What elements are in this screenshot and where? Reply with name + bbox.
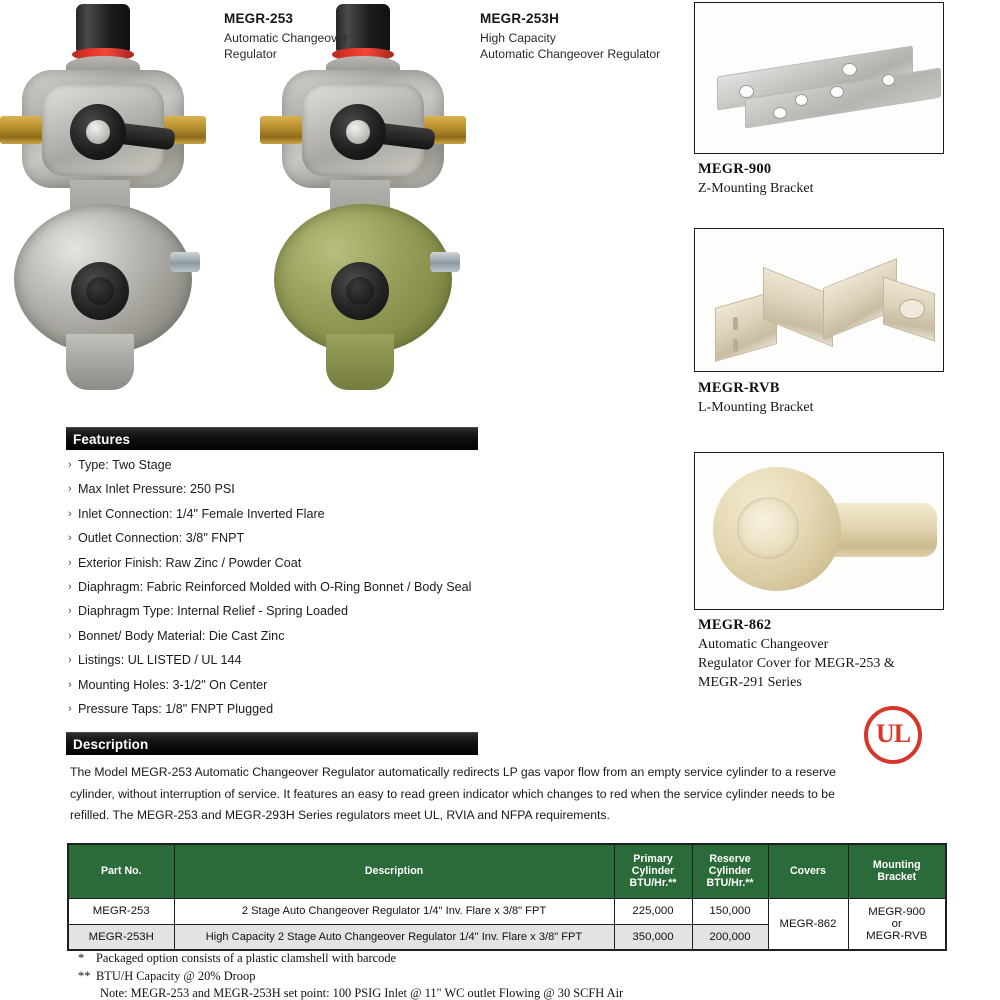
column-header-part-no: Part No. — [68, 844, 174, 898]
description-heading: Description — [73, 737, 149, 752]
feature-item — [66, 699, 586, 723]
chevron-bullet-icon: › — [68, 654, 72, 667]
vent-side-bolt — [170, 252, 200, 272]
feature-label: Diaphragm Type: Internal Relief - Spring Loaded — [78, 604, 348, 619]
feature-item — [66, 626, 586, 650]
column-header-mounting-bracket: Mounting Bracket — [848, 844, 946, 898]
ul-listed-mark-icon — [864, 706, 922, 764]
megr-253h-regulator-photo — [268, 4, 458, 404]
description-heading-bar — [66, 732, 478, 755]
chevron-bullet-icon: › — [68, 459, 72, 471]
footnote-marker: * — [78, 951, 85, 965]
megr-862-caption-line-2: Regulator Cover for MEGR-253 & — [698, 656, 895, 671]
chevron-bullet-icon: › — [68, 580, 72, 593]
cell-reserve-btu: 150,000 — [692, 898, 768, 924]
z-mounting-bracket-photo — [694, 2, 944, 154]
megr-253h-description-line-2: Automatic Changeover Regulator — [480, 46, 661, 61]
feature-label: Exterior Finish: Raw Zinc / Powder Coat — [78, 555, 302, 570]
footnote-text: BTU/H Capacity @ 20% Droop — [96, 968, 256, 983]
chevron-bullet-icon: › — [68, 556, 72, 569]
megr-rvb-part-number: MEGR-RVB — [698, 380, 780, 396]
changeover-lever-pin — [86, 120, 110, 144]
feature-item — [66, 577, 586, 601]
megr-862-caption-line-3: MEGR-291 Series — [698, 675, 802, 690]
megr-900-caption-line-1: Z-Mounting Bracket — [698, 181, 814, 196]
bracket-slot — [733, 339, 738, 352]
second-stage-vent — [331, 262, 389, 320]
megr-253h-description-line-1: High Capacity — [480, 31, 556, 45]
table-footnotes — [78, 950, 858, 1000]
bracket-hole — [842, 63, 857, 76]
column-header-description: Description — [174, 844, 614, 898]
brass-inlet-fitting-left — [0, 116, 42, 144]
megr-900-caption — [698, 160, 813, 198]
chevron-bullet-icon: › — [68, 629, 72, 642]
indicator-cap-icon — [76, 4, 130, 52]
footnote-marker: ** — [78, 968, 91, 983]
megr-862-caption — [698, 616, 895, 692]
column-header-reserve-cylinder-btu: Reserve Cylinder BTU/Hr.** — [692, 844, 768, 898]
megr-900-part-number: MEGR-900 — [698, 161, 772, 177]
cover-emboss — [737, 497, 799, 559]
feature-item — [66, 650, 586, 674]
bracket-hole — [773, 107, 787, 119]
bracket-hole — [830, 86, 844, 98]
cell-covers: MEGR-862 — [768, 898, 848, 950]
megr-253-part-number: MEGR-253 — [224, 11, 294, 26]
feature-label: Listings: UL LISTED / UL 144 — [78, 653, 242, 668]
megr-253-regulator-photo — [8, 4, 198, 404]
chevron-bullet-icon: › — [68, 605, 72, 618]
feature-label: Max Inlet Pressure: 250 PSI — [78, 482, 235, 497]
footnote-item — [78, 985, 858, 1000]
megr-862-part-number: MEGR-862 — [698, 617, 772, 633]
table-header-row — [68, 844, 946, 898]
brass-inlet-fitting-left — [260, 116, 302, 144]
megr-253h-part-number: MEGR-253H — [480, 11, 560, 26]
cover-illustration — [713, 465, 939, 593]
ul-mark-label: UL — [875, 719, 911, 748]
specification-table — [67, 843, 947, 951]
l-mounting-bracket-photo — [694, 228, 944, 372]
regulator-cover-photo — [694, 452, 944, 610]
bracket-hole — [899, 299, 925, 319]
feature-label: Mounting Holes: 3-1/2" On Center — [78, 677, 268, 692]
megr-253h-label — [480, 10, 660, 62]
feature-label: Bonnet/ Body Material: Die Cast Zinc — [78, 628, 285, 643]
chevron-bullet-icon: › — [68, 678, 72, 691]
product-photo-band — [0, 0, 680, 412]
bracket-option-2: MEGR-RVB — [866, 929, 928, 942]
feature-item — [66, 455, 586, 479]
features-heading-bar — [66, 427, 478, 450]
bracket-option-1: MEGR-900 — [868, 905, 926, 918]
feature-item — [66, 479, 586, 503]
megr-253-label — [224, 10, 348, 62]
footnote-item — [78, 950, 858, 968]
feature-label: Type: Two Stage — [78, 458, 172, 472]
description-paragraph: The Model MEGR-253 Automatic Changeover Regulator automatically redirects LP gas vapor flow from an empty service cylinder to a reserve cylinder, without interruption of service. It features an easy to read green indicator which changes to red when the service cylinder needs to be refilled. The MEGR-253 and MEGR-293H Series regulators meet UL, RVIA and NFPA requirements. — [70, 765, 836, 822]
bracket-hole — [739, 85, 754, 98]
bracket-hole — [795, 94, 808, 106]
regulator-outlet — [326, 334, 394, 390]
cell-part-no: MEGR-253 — [68, 898, 174, 924]
megr-rvb-caption — [698, 379, 813, 417]
column-header-covers: Covers — [768, 844, 848, 898]
chevron-bullet-icon: › — [68, 702, 72, 715]
feature-label: Outlet Connection: 3/8" FNPT — [78, 531, 245, 546]
l-bracket-illustration — [715, 251, 935, 351]
features-heading: Features — [73, 432, 131, 447]
feature-item — [66, 675, 586, 699]
chevron-bullet-icon: › — [68, 483, 72, 496]
column-header-primary-cylinder-btu: Primary Cylinder BTU/Hr.** — [614, 844, 692, 898]
footnote-text: Note: MEGR-253 and MEGR-253H set point: 100 PSIG Inlet @ 11" WC outlet Flowing @ 30 SCFH Air — [100, 986, 624, 1000]
cell-description: 2 Stage Auto Changeover Regulator 1/4" Inv. Flare x 3/8" FPT — [174, 898, 614, 924]
z-bracket-illustration — [717, 33, 932, 125]
feature-item — [66, 553, 586, 577]
feature-item — [66, 504, 586, 528]
bracket-slot — [733, 317, 738, 330]
vent-side-bolt — [430, 252, 460, 272]
feature-label: Pressure Taps: 1/8" FNPT Plugged — [78, 701, 274, 716]
footnote-item — [78, 968, 858, 986]
megr-rvb-caption-line-1: L-Mounting Bracket — [698, 400, 814, 415]
changeover-lever-pin — [346, 120, 370, 144]
megr-253-description-line-1: Automatic Changeover — [224, 31, 348, 45]
description-body — [70, 762, 870, 827]
chevron-bullet-icon: › — [68, 532, 72, 545]
bracket-hole — [882, 74, 895, 86]
cell-primary-btu: 350,000 — [614, 924, 692, 950]
regulator-outlet — [66, 334, 134, 390]
cell-part-no: MEGR-253H — [68, 924, 174, 950]
chevron-bullet-icon: › — [68, 507, 72, 520]
feature-label: Inlet Connection: 1/4" Female Inverted Flare — [78, 506, 325, 521]
second-stage-vent — [71, 262, 129, 320]
bracket-option-conjunction: or — [891, 917, 902, 930]
cell-primary-btu: 225,000 — [614, 898, 692, 924]
megr-862-caption-line-1: Automatic Changeover — [698, 637, 829, 652]
cell-reserve-btu: 200,000 — [692, 924, 768, 950]
feature-label: Diaphragm: Fabric Reinforced Molded with O-Ring Bonnet / Body Seal — [78, 579, 472, 594]
megr-253-description-line-2: Regulator — [224, 46, 277, 61]
features-list — [66, 455, 586, 723]
feature-item — [66, 528, 586, 552]
table-row — [68, 898, 946, 924]
cell-mounting-bracket — [848, 898, 946, 950]
feature-item — [66, 601, 586, 625]
footnote-text: Packaged option consists of a plastic clamshell with barcode — [96, 951, 397, 965]
cell-description: High Capacity 2 Stage Auto Changeover Regulator 1/4" Inv. Flare x 3/8" FPT — [174, 924, 614, 950]
